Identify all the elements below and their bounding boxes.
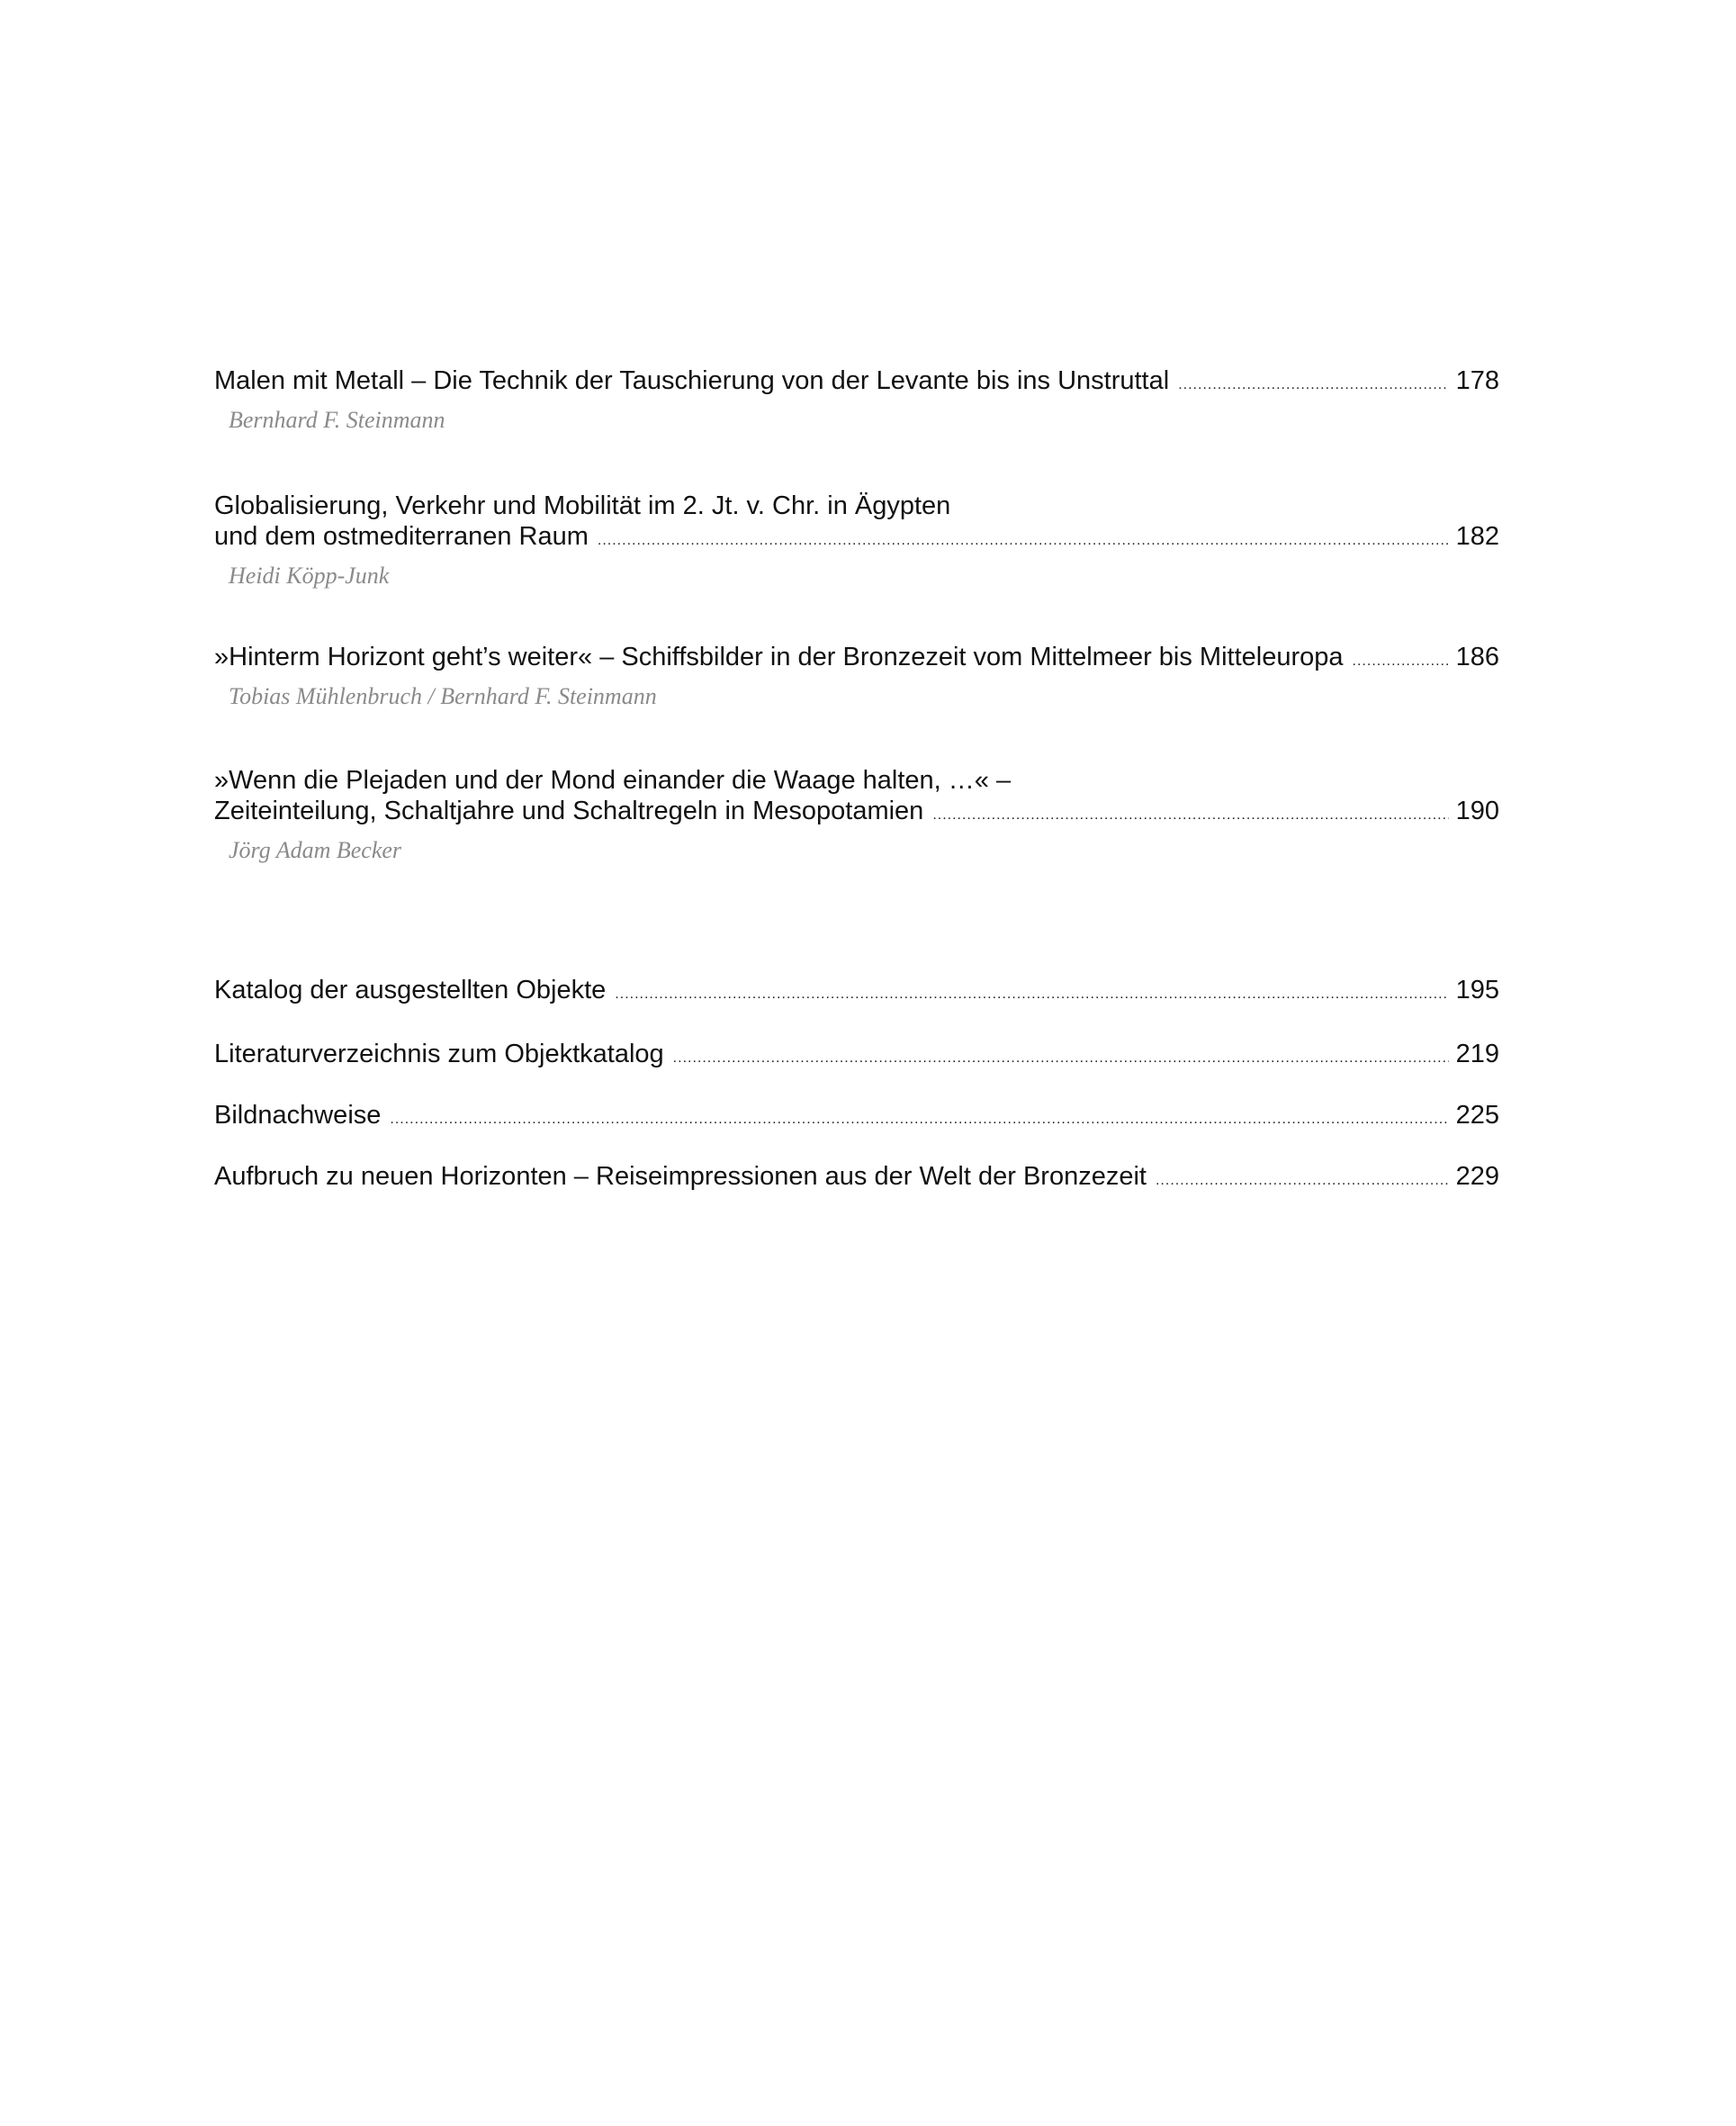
dot-leader xyxy=(673,1043,1449,1074)
toc-page-number: 225 xyxy=(1455,1101,1499,1130)
toc-entry-title: Malen mit Metall – Die Technik der Tauschierung von der Levante bis ins Unstruttal xyxy=(214,366,1170,395)
toc-page-number: 178 xyxy=(1455,366,1499,395)
dot-leader xyxy=(1178,370,1448,401)
toc-page-number: 195 xyxy=(1455,976,1499,1004)
toc-page-number: 182 xyxy=(1455,522,1499,551)
toc-entry-globalisierung[interactable] xyxy=(214,491,1499,590)
dot-leader xyxy=(1353,646,1449,677)
toc-entry-title-line xyxy=(214,1100,1499,1135)
toc-entry-title: »Hinterm Horizont geht’s weiter« – Schiffsbilder in der Bronzezeit vom Mittelmeer bis Mitteleuropa xyxy=(214,643,1344,671)
toc-entry-plejaden[interactable] xyxy=(214,765,1499,865)
toc-entry-tauschierung[interactable] xyxy=(214,365,1499,435)
dot-leader xyxy=(1156,1166,1449,1196)
toc-entry-author: Tobias Mühlenbruch / Bernhard F. Steinmann xyxy=(229,683,657,709)
toc-entry-author: Bernhard F. Steinmann xyxy=(229,407,445,433)
toc-entry-literaturverzeichnis[interactable] xyxy=(214,1039,1499,1074)
toc-entry-title: Literaturverzeichnis zum Objektkatalog xyxy=(214,1040,664,1068)
toc-entry-title: Bildnachweise xyxy=(214,1101,382,1130)
toc-page-number: 186 xyxy=(1455,643,1499,671)
dot-leader xyxy=(390,1104,1448,1135)
toc-entry-title-line xyxy=(214,765,1499,796)
toc-entry-title-line xyxy=(214,1039,1499,1074)
toc-entry-aufbruch[interactable] xyxy=(214,1161,1499,1196)
toc-entry-title-line xyxy=(214,642,1499,677)
toc-entry-title: »Wenn die Plejaden und der Mond einander die Waage halten, …« – xyxy=(214,766,1012,795)
toc-entry-title-line xyxy=(214,365,1499,401)
toc-entry-author: Heidi Köpp-Junk xyxy=(229,563,390,589)
dot-leader xyxy=(598,526,1449,556)
toc-entry-title-line xyxy=(214,1161,1499,1196)
toc-page-number: 229 xyxy=(1455,1162,1499,1191)
toc-page-number: 190 xyxy=(1455,797,1499,825)
toc-entry-bildnachweise[interactable] xyxy=(214,1100,1499,1135)
toc-entry-title-continued: Zeiteinteilung, Schaltjahre und Schaltregeln in Mesopotamien xyxy=(214,797,924,825)
dot-leader xyxy=(615,979,1448,1010)
toc-entry-title: Aufbruch zu neuen Horizonten – Reiseimpressionen aus der Welt der Bronzezeit xyxy=(214,1162,1147,1191)
toc-entry-title-line xyxy=(214,521,1499,556)
toc-entry-schiffsbilder[interactable] xyxy=(214,642,1499,711)
toc-entry-title-line xyxy=(214,491,1499,521)
toc-entry-title-line xyxy=(214,975,1499,1010)
toc-entry-katalog[interactable] xyxy=(214,975,1499,1010)
toc-page-number: 219 xyxy=(1455,1040,1499,1068)
toc-entry-author: Jörg Adam Becker xyxy=(229,837,402,863)
toc-entry-title-line xyxy=(214,796,1499,831)
toc-entry-title: Globalisierung, Verkehr und Mobilität im 2. Jt. v. Chr. in Ägypten xyxy=(214,491,951,520)
toc-entry-title: Katalog der ausgestellten Objekte xyxy=(214,976,607,1004)
toc-entry-title-continued: und dem ostmediterranen Raum xyxy=(214,522,589,551)
dot-leader xyxy=(932,800,1448,831)
